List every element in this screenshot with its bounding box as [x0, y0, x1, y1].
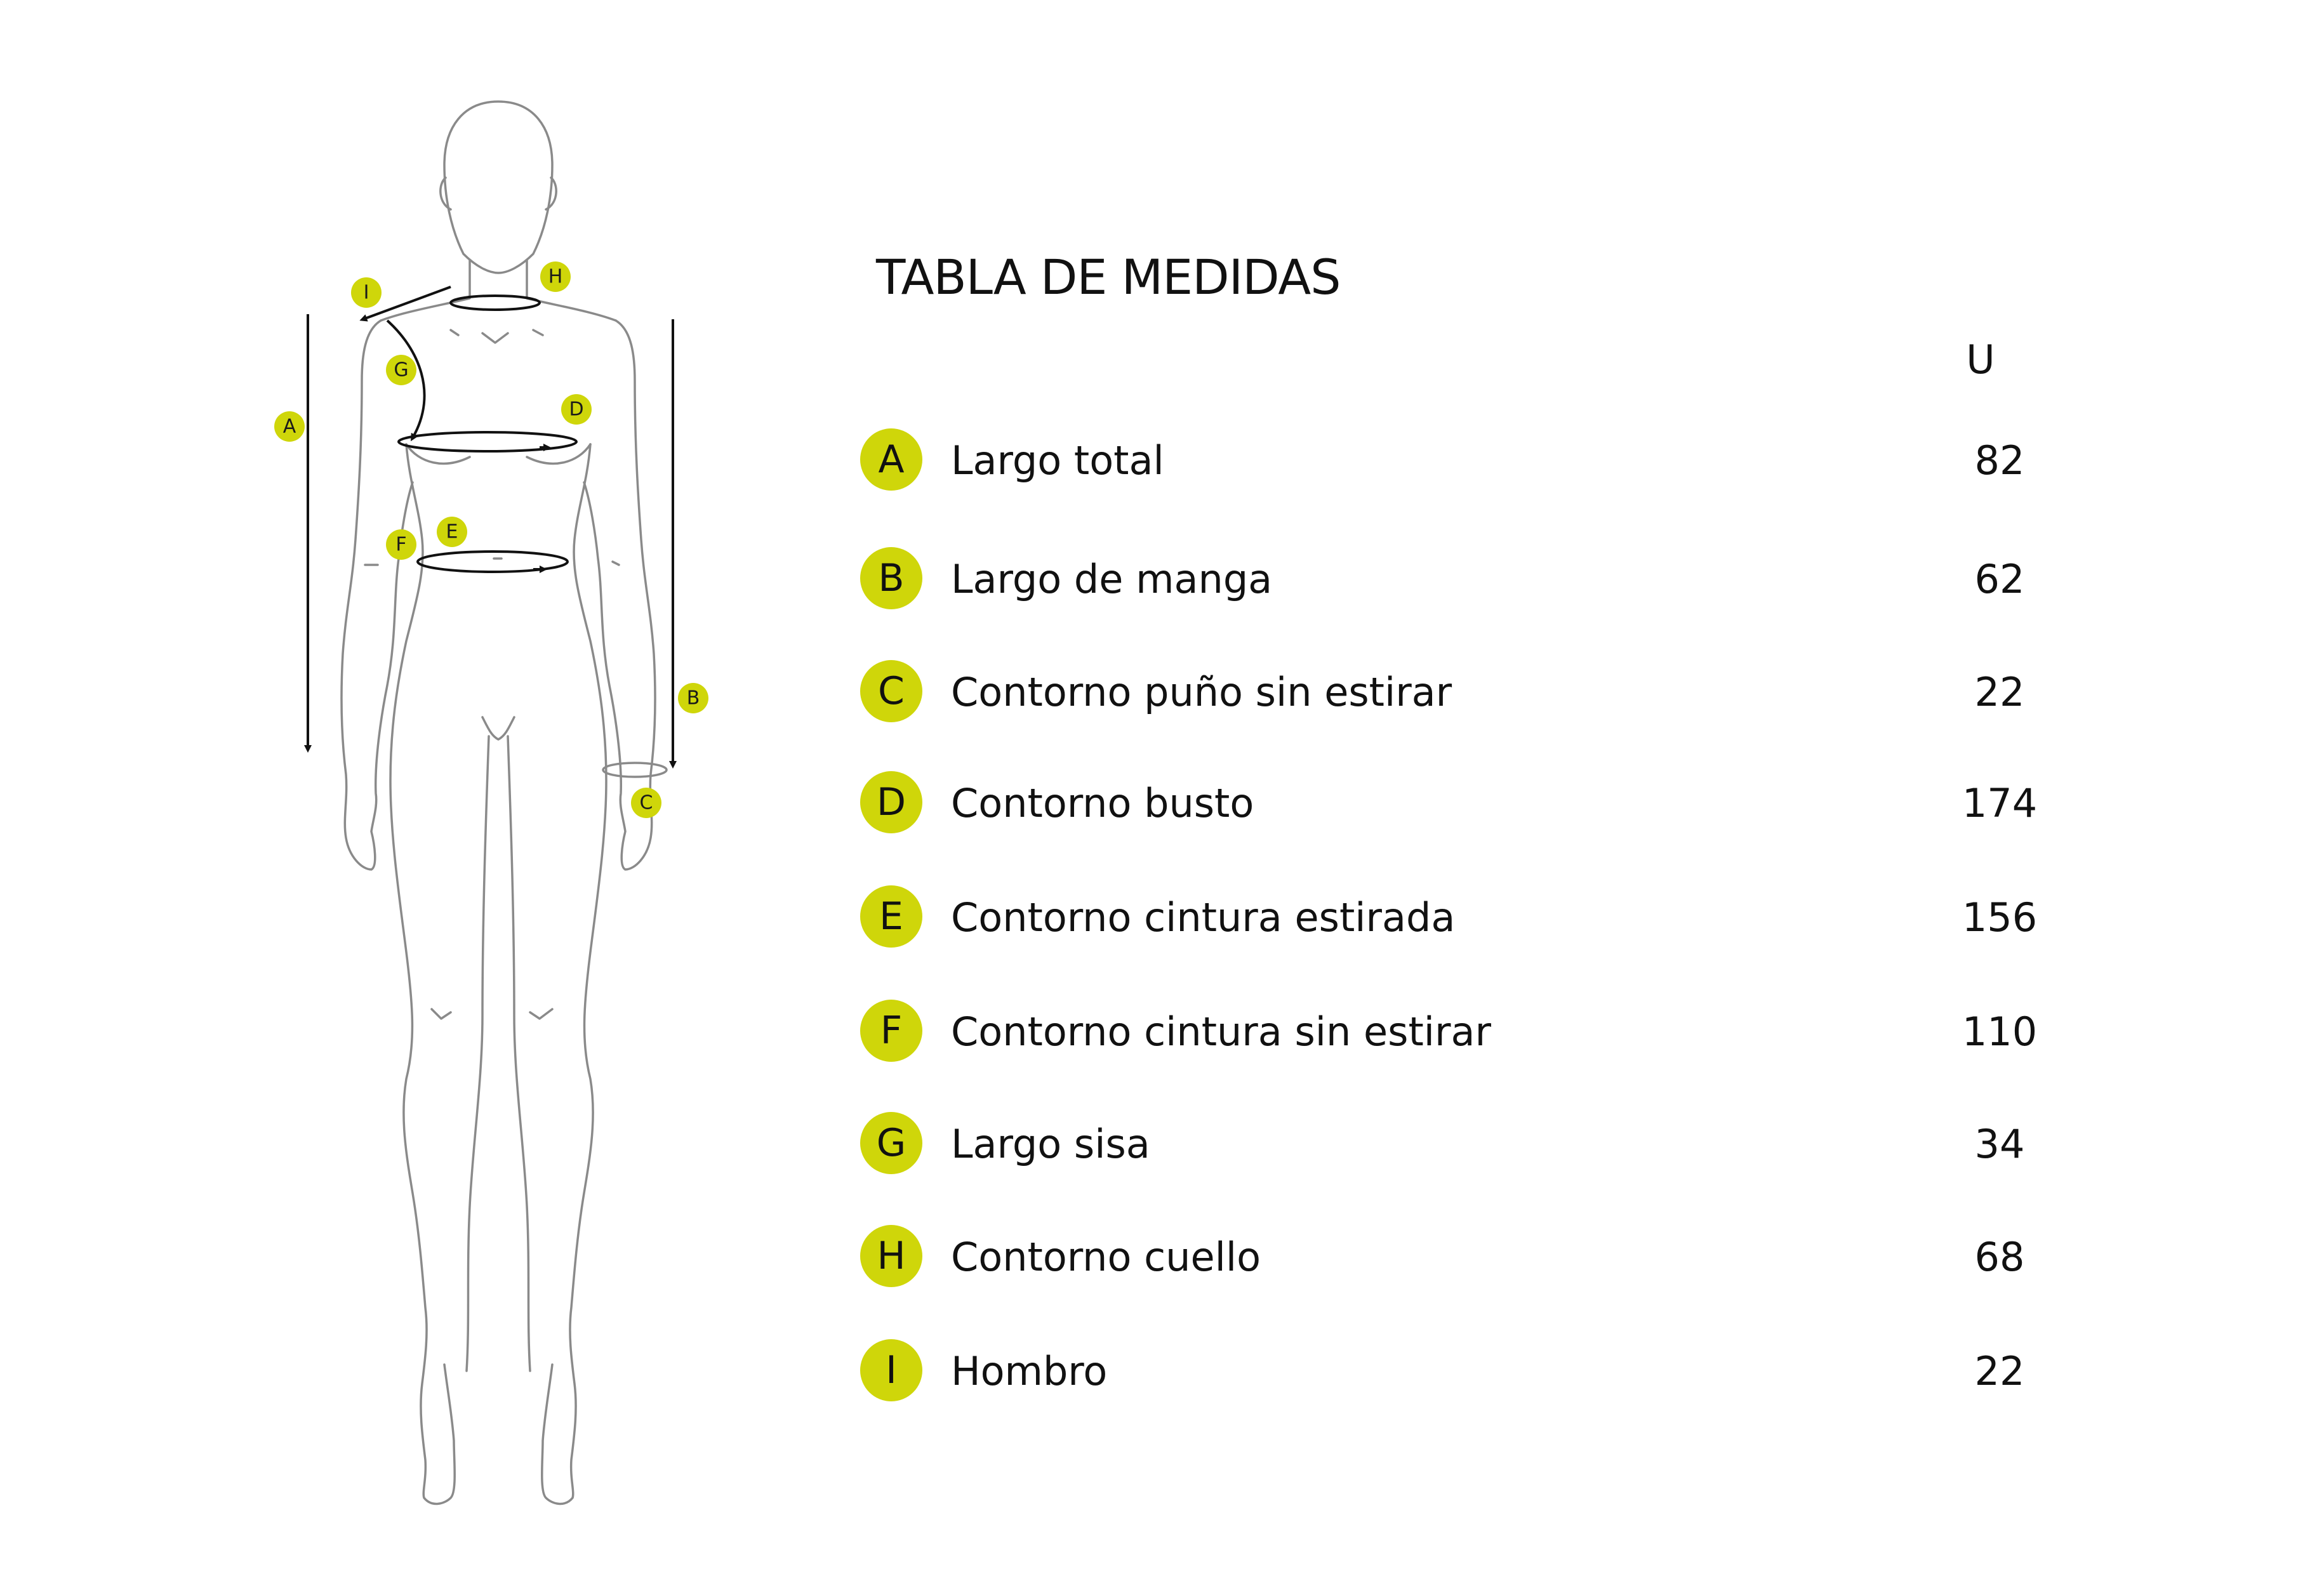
mannequin-illustration — [0, 0, 825, 1574]
svg-text:B: B — [686, 687, 700, 710]
measurement-value: 22 — [1974, 669, 2025, 715]
measurement-row-d — [860, 771, 2066, 841]
measurement-label: Contorno cuello — [951, 1234, 1261, 1280]
marker-a — [274, 411, 305, 442]
measurement-value: 62 — [1974, 556, 2025, 602]
measurement-value: 174 — [1962, 780, 2038, 826]
marker-b — [678, 683, 708, 713]
measurement-row-c — [860, 660, 2066, 730]
measurement-row-a — [860, 428, 2066, 498]
measurement-label: Largo sisa — [951, 1121, 1150, 1167]
letter-badge: I — [860, 1339, 922, 1401]
measurement-row-g — [860, 1112, 2066, 1182]
marker-d — [561, 394, 592, 425]
svg-text:H: H — [548, 265, 563, 288]
measurement-row-f — [860, 1000, 2066, 1069]
svg-text:G: G — [394, 359, 409, 381]
measurement-value: 22 — [1974, 1348, 2025, 1394]
svg-text:A: A — [282, 415, 296, 438]
svg-text:E: E — [446, 520, 458, 543]
marker-h — [540, 261, 571, 292]
measurement-value: 110 — [1962, 1009, 2038, 1055]
svg-text:D: D — [569, 398, 584, 421]
marker-c — [631, 788, 661, 818]
letter-badge: B — [860, 547, 922, 609]
measurement-row-h — [860, 1225, 2066, 1295]
measurement-label: Contorno cintura estirada — [951, 894, 1456, 941]
measurement-label: Largo de manga — [951, 556, 1273, 602]
measurement-value: 34 — [1974, 1121, 2025, 1167]
measurement-label: Hombro — [951, 1348, 1108, 1394]
letter-badge: A — [860, 428, 922, 491]
measurement-row-i — [860, 1339, 2066, 1409]
measurement-label: Contorno cintura sin estirar — [951, 1009, 1491, 1055]
letter-badge: G — [860, 1112, 922, 1174]
measurement-value: 156 — [1962, 894, 2038, 941]
marker-e — [437, 517, 467, 547]
letter-badge: D — [860, 771, 922, 833]
svg-text:I: I — [363, 281, 369, 304]
marker-f — [386, 529, 416, 560]
letter-badge: E — [860, 885, 922, 948]
measurement-row-e — [860, 885, 2066, 955]
marker-i — [351, 277, 382, 308]
measurement-value: 68 — [1974, 1234, 2025, 1280]
marker-g — [386, 355, 416, 385]
measurement-value: 82 — [1974, 437, 2025, 484]
letter-badge: H — [860, 1225, 922, 1287]
svg-text:C: C — [639, 791, 653, 814]
letter-badge: F — [860, 1000, 922, 1062]
svg-text:F: F — [395, 533, 407, 556]
unit-column-header: U — [1966, 336, 1995, 383]
body-measurement-figure — [0, 0, 825, 1574]
measurement-label: Contorno busto — [951, 780, 1254, 826]
measurement-label: Contorno puño sin estirar — [951, 669, 1452, 715]
page-title: TABLA DE MEDIDAS — [876, 249, 1341, 305]
letter-badge: C — [860, 660, 922, 722]
measurement-label: Largo total — [951, 437, 1164, 484]
measurement-row-b — [860, 547, 2066, 617]
mannequin-outline — [342, 102, 667, 1504]
